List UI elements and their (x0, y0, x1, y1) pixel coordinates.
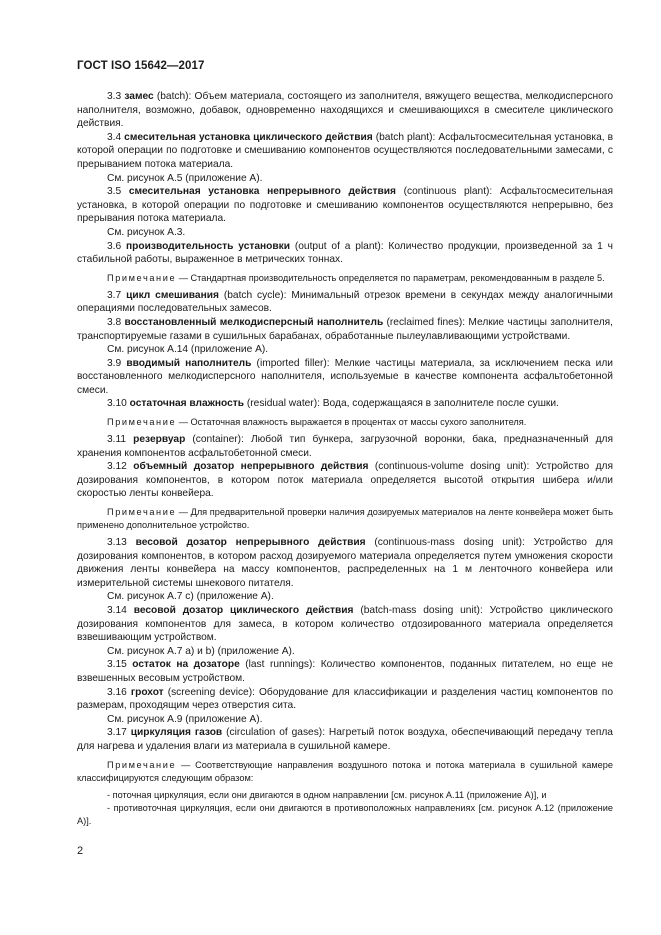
definition-text: (container): Любой тип бункера, загрузочной воронки, бака, предназначенный для хранения компонентов асфальтобетонной смеси. (77, 434, 613, 459)
definition-text: (output of a plant): Количество продукции, произведенной за 1 ч стабильной работы, выраженное в метрических тоннах. (77, 240, 613, 266)
definition-text: (batch cycle): Минимальный отрезок времени в секундах между аналогичными операциями последовательных замесов. (77, 289, 613, 315)
entry-number: 3.9 (107, 357, 122, 369)
definition-text: (continuous-mass dosing unit): Устройство для дозирования компонентов, в котором расход дозируемого материала определяется путем умножения скорости движения ленты конвейера на массу компонентов, распределенных на 1 м ленточного конвейера или измерительной системы шнекового питателя. (77, 537, 613, 589)
definition-text: (residual water): Вода, содержащаяся в заполнителе после сушки. (244, 398, 559, 410)
entry-number: 3.10 (107, 398, 127, 410)
definition-entry (77, 658, 613, 685)
page-number: 2 (77, 845, 84, 857)
entry-number: 3.14 (107, 605, 127, 616)
term: восстановленный мелкодисперсный наполнитель (124, 316, 384, 328)
definition-text: (reclaimed fines): Мелкие частицы заполнителя, транспортируемые газами в сушильных барабанах, обработанные пылеулавливающими устройствами. (77, 316, 613, 342)
entry-number: 3.16 (107, 686, 127, 698)
definition-entry (77, 604, 613, 645)
entry-number: 3.13 (107, 537, 127, 549)
note-dash: — (176, 759, 196, 770)
term: цикл смешивания (126, 289, 219, 301)
note-text: Остаточная влажность выражается в процентах от массы сухого заполнителя. (190, 417, 527, 428)
definition-entry (77, 460, 613, 501)
term: вводимый наполнитель (126, 357, 252, 369)
definition-text: (continuous-volume dosing unit): Устройство для дозирования компонентов, в котором поток материала определяется высотой открытия шибера и/или скоростью ленты конвейера. (77, 461, 613, 500)
entry-number: 3.6 (107, 240, 122, 252)
note-list-item: - поточная циркуляция, если они двигаются в одном направлении [см. рисунок А.11 (приложение А)], и (107, 789, 547, 800)
term: смесительная установка циклического действия (124, 131, 373, 143)
term: весовой дозатор непрерывного действия (135, 537, 366, 549)
term: циркуляция газов (130, 727, 223, 739)
term: объемный дозатор непрерывного действия (133, 461, 369, 473)
note-text: Соответствующие направления воздушного потока и потока материала в сушильной камере классифицируются следующим образом: (77, 759, 613, 783)
entry-number: 3.3 (107, 91, 122, 102)
entry-number: 3.15 (107, 659, 127, 671)
note-list-item: - противоточная циркуляция, если они двигаются в противоположных направлениях [см. рисунок А.12 (приложение А)]. (77, 802, 613, 826)
definition-text: (imported filler): Мелкие частицы материала, за исключением песка или восстановленного мелкодисперсного наполнителя, используемые в качестве компонента асфальтобетонной смеси. (77, 357, 613, 396)
definition-text: (batch-mass dosing unit): Устройство циклического дозирования компонентов для замеса, в котором количество отдозированного материала определяется взвешивающим устройством. (77, 605, 613, 644)
entry-number: 3.17 (107, 727, 127, 739)
definition-entry (77, 131, 613, 172)
entry-number: 3.4 (107, 131, 122, 143)
definition-entry (77, 433, 613, 460)
term: остаток на дозаторе (132, 659, 240, 671)
figure-reference: См. рисунок А.3. (107, 226, 186, 238)
note (77, 272, 613, 285)
note-dash: — (176, 272, 191, 283)
note-text: Для предварительной проверки наличия дозируемых материалов на ленте конвейера может быть применено дополнительное устройство. (77, 507, 613, 531)
definition-entry (77, 726, 613, 753)
definition-text: (batch plant): Асфальтосмесительная установка, в которой операции по подготовке и смешиванию компонентов осуществляются последовательными замесами, с прерыванием потока материала. (77, 131, 613, 170)
figure-reference: См. рисунок А.14 (приложение А). (107, 344, 269, 356)
standard-header: ГОСТ ISO 15642—2017 (77, 60, 205, 72)
term: резервуар (133, 434, 186, 446)
figure-reference: См. рисунок А.7 с) (приложение А). (107, 591, 274, 603)
term: остаточная влажность (129, 398, 245, 410)
figure-reference: См. рисунок А.5 (приложение А). (107, 172, 263, 184)
note (77, 759, 613, 785)
note-dash: — (176, 507, 191, 518)
note-text: Стандартная производительность определяется по параметрам, рекомендованным в разделе 5. (190, 272, 605, 283)
entry-number: 3.7 (107, 289, 122, 301)
term: грохот (130, 686, 164, 698)
entry-number: 3.8 (107, 316, 122, 328)
entry-number: 3.12 (107, 461, 127, 473)
note-label: Примечание (107, 417, 177, 428)
term: производительность установки (126, 240, 291, 252)
entry-number: 3.11 (107, 434, 127, 446)
note (77, 416, 613, 429)
note-label: Примечание (107, 759, 177, 770)
definition-entry (77, 240, 613, 267)
term: замес (124, 91, 154, 102)
definition-entry (77, 397, 613, 411)
note-dash: — (176, 417, 191, 428)
note-label: Примечание (107, 272, 177, 283)
entry-number: 3.5 (107, 186, 122, 198)
definition-entry (77, 90, 613, 131)
document-body (77, 90, 613, 828)
figure-reference: См. рисунок А.7 а) и b) (приложение А). (107, 645, 295, 657)
term: весовой дозатор циклического действия (133, 605, 354, 616)
definition-entry (77, 686, 613, 713)
definition-entry (77, 316, 613, 343)
definition-text: (screening device): Оборудование для классификации и разделения частиц компонентов по размерам, проходящим через отверстия сита. (77, 686, 613, 712)
definition-text: (circulation of gases): Нагретый поток воздуха, обеспечивающий передачу тепла для нагрева и удаления влаги из материала в сушильной камере. (77, 727, 613, 752)
definition-entry (77, 185, 613, 226)
note (77, 506, 613, 532)
definition-entry (77, 536, 613, 590)
definition-text: (continuous plant): Асфальтосмесительная установка, в которой операции по подготовке и смешиванию компонентов осуществляются непрерывно, без прерывания потока материала. (77, 186, 613, 225)
definition-entry (77, 357, 613, 398)
term: смесительная установка непрерывного действия (128, 186, 396, 198)
definition-entry (77, 289, 613, 316)
note-label: Примечание (107, 507, 177, 518)
figure-reference: См. рисунок А.9 (приложение А). (107, 713, 263, 725)
definition-text: (batch): Объем материала, состоящего из заполнителя, вяжущего вещества, мелкодисперсного наполнителя, возможно, добавок, одновременно находящихся и смешивающихся в смесителе циклического действия. (77, 91, 613, 130)
definition-text: (last runnings): Количество компонентов, поданных питателем, но еще не взвешенных весовым устройством. (77, 659, 613, 684)
